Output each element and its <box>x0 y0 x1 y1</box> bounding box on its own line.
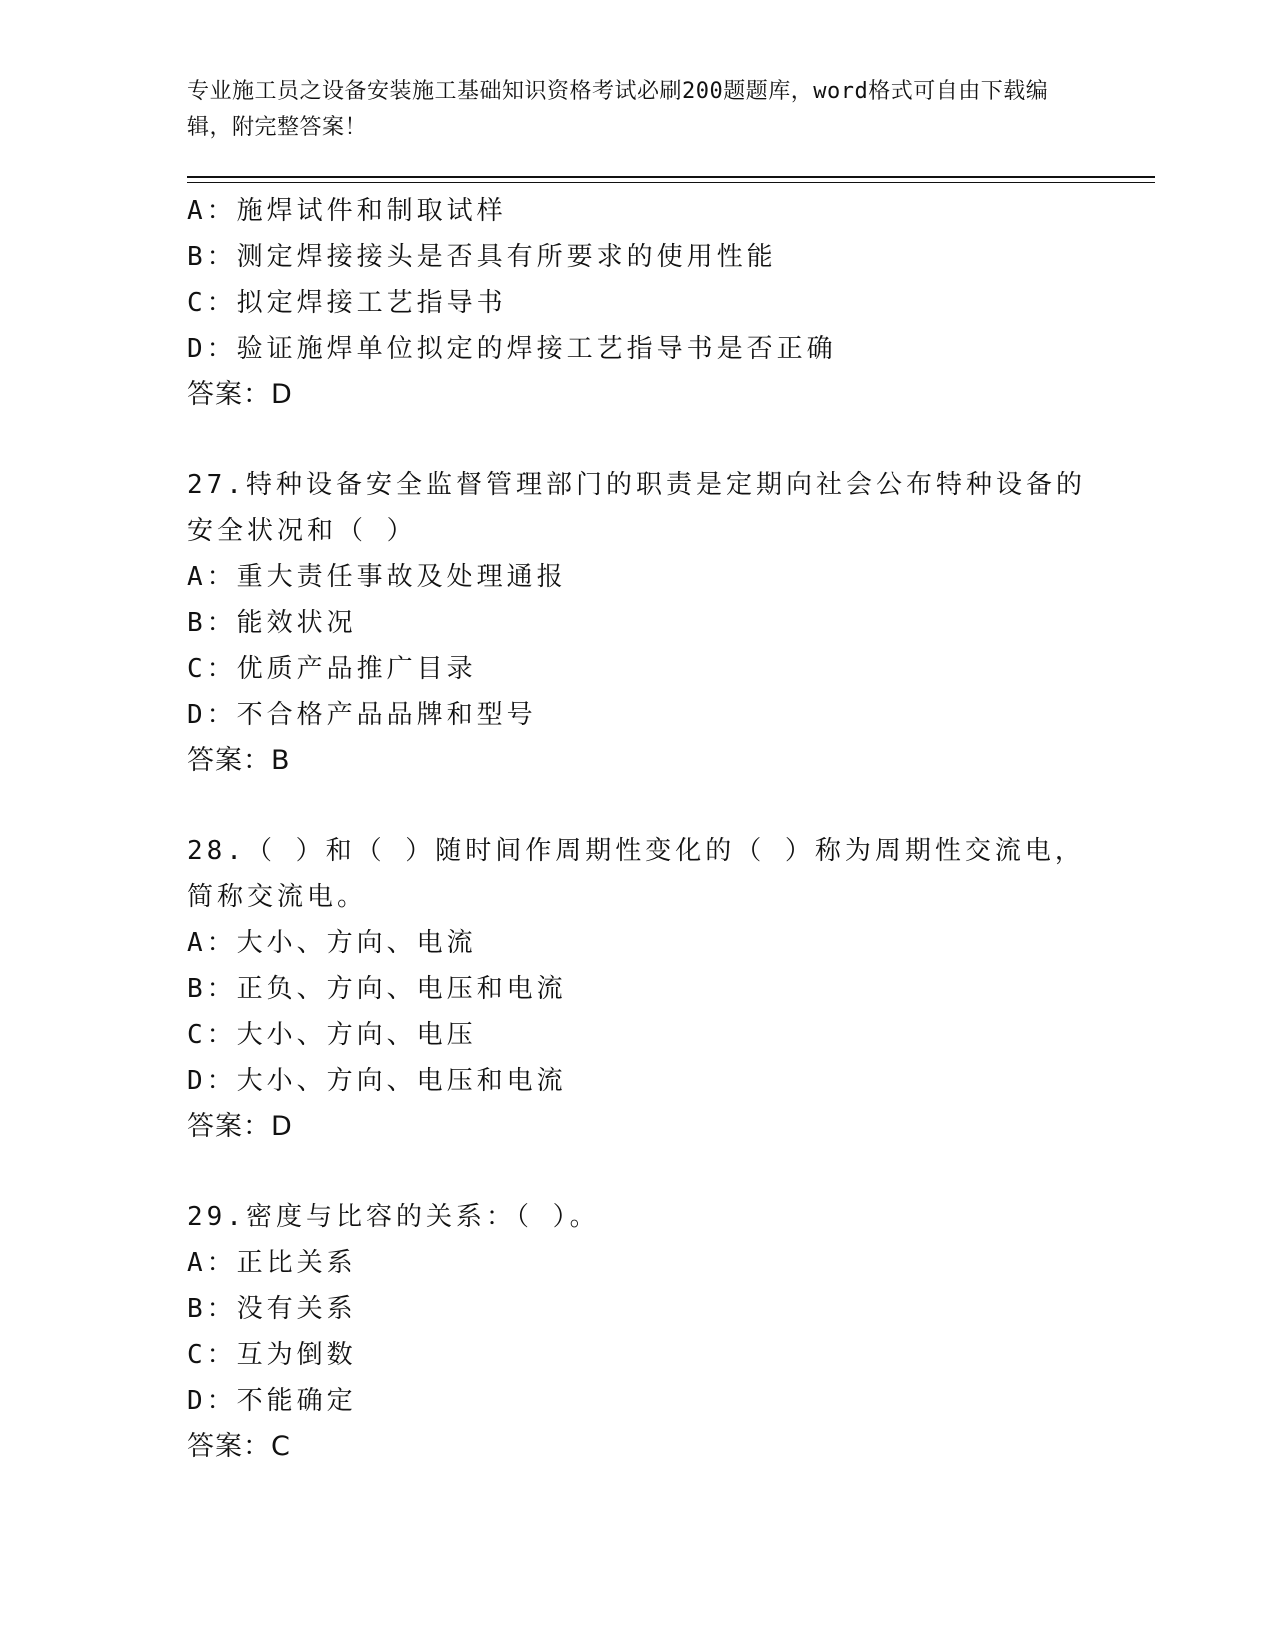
option-d: D：验证施焊单位拟定的焊接工艺指导书是否正确 <box>187 334 837 364</box>
header-divider-thin <box>187 182 1155 183</box>
option-d: D：不能确定 <box>187 1386 357 1416</box>
question-block-26 <box>187 188 1087 418</box>
option-a: A：正比关系 <box>187 1248 357 1278</box>
document-header <box>187 74 1067 146</box>
option-b: B：能效状况 <box>187 608 357 638</box>
answer-line: 答案：D <box>187 1111 293 1142</box>
answer-line: 答案：B <box>187 745 291 776</box>
option-a: A：大小、方向、电流 <box>187 928 477 958</box>
option-b: B：正负、方向、电压和电流 <box>187 974 567 1004</box>
question-stem: 28.（ ）和（ ）随时间作周期性变化的（ ）称为周期性交流电，简称交流电。 <box>187 836 1085 912</box>
header-title: 专业施工员之设备安装施工基础知识资格考试必刷200题题库，word格式可自由下载编辑，附完整答案！ <box>187 79 1049 140</box>
answer-line: 答案：D <box>187 379 293 410</box>
question-content <box>187 188 1087 1470</box>
answer-line: 答案：C <box>187 1431 291 1462</box>
option-c: C：互为倒数 <box>187 1340 357 1370</box>
option-a: A：重大责任事故及处理通报 <box>187 562 567 592</box>
option-c: C：大小、方向、电压 <box>187 1020 477 1050</box>
option-b: B：测定焊接接头是否具有所要求的使用性能 <box>187 242 777 272</box>
question-block-29 <box>187 1194 1087 1470</box>
option-d: D：大小、方向、电压和电流 <box>187 1066 567 1096</box>
question-block-28 <box>187 828 1087 1150</box>
option-b: B：没有关系 <box>187 1294 357 1324</box>
question-block-27 <box>187 462 1087 784</box>
header-divider <box>187 176 1155 178</box>
question-stem: 27.特种设备安全监督管理部门的职责是定期向社会公布特种设备的安全状况和（ ） <box>187 470 1086 546</box>
option-c: C：优质产品推广目录 <box>187 654 477 684</box>
option-d: D：不合格产品品牌和型号 <box>187 700 537 730</box>
option-c: C：拟定焊接工艺指导书 <box>187 288 507 318</box>
option-a: A：施焊试件和制取试样 <box>187 196 507 226</box>
question-stem: 29.密度与比容的关系：（ ）。 <box>187 1202 600 1232</box>
